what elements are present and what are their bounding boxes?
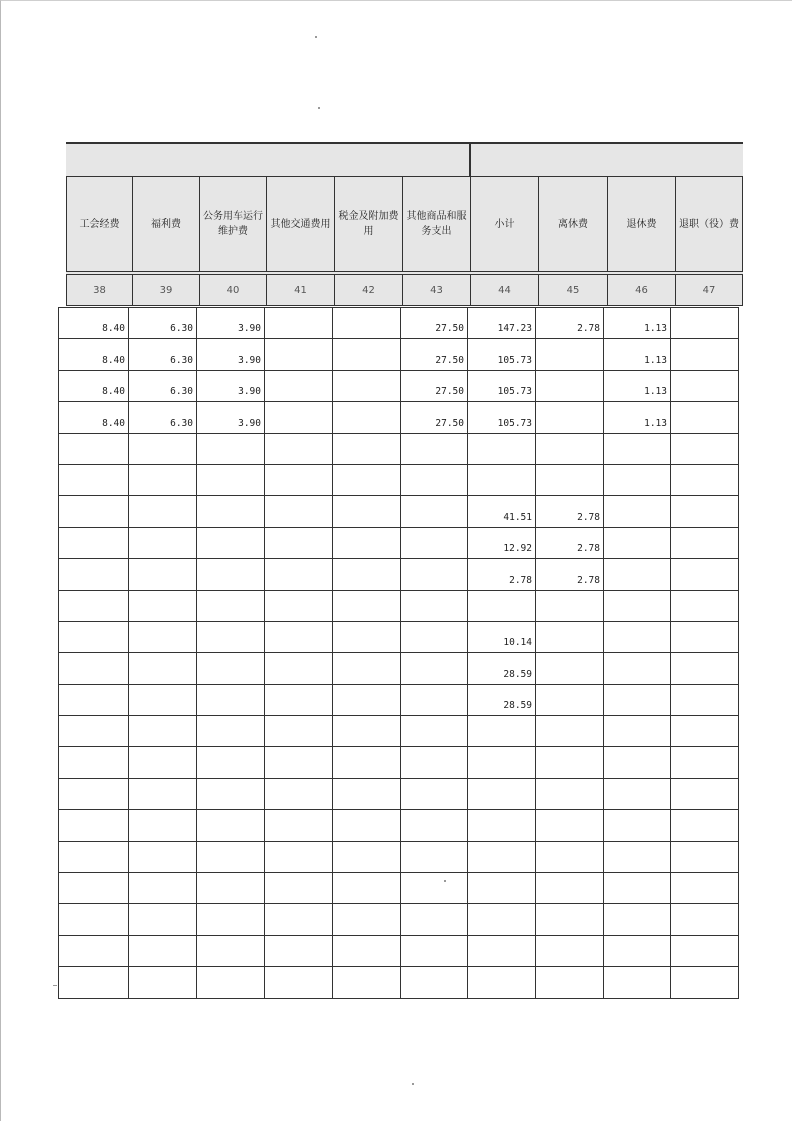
table-cell xyxy=(671,590,739,621)
table-cell: 3.90 xyxy=(197,370,265,401)
table-cell xyxy=(604,904,671,935)
table-cell: 105.73 xyxy=(468,339,536,370)
table-cell: 2.78 xyxy=(468,559,536,590)
table-cell: 2.78 xyxy=(536,527,604,558)
table-cell xyxy=(197,590,265,621)
table-cell xyxy=(129,904,197,935)
column-number: 41 xyxy=(266,274,335,306)
table-cell xyxy=(129,433,197,464)
table-cell xyxy=(333,621,401,652)
table-cell xyxy=(265,716,333,747)
table-cell xyxy=(197,464,265,495)
table-cell xyxy=(468,967,536,998)
table-cell: 28.59 xyxy=(468,653,536,684)
table-row xyxy=(59,590,739,621)
table-cell xyxy=(401,653,468,684)
table-cell xyxy=(333,402,401,433)
table-cell xyxy=(333,747,401,778)
table-cell xyxy=(129,684,197,715)
table-cell xyxy=(59,527,129,558)
table-cell xyxy=(59,653,129,684)
table-cell xyxy=(333,559,401,590)
table-cell xyxy=(604,496,671,527)
table-cell xyxy=(401,810,468,841)
table-cell xyxy=(401,527,468,558)
table-cell xyxy=(197,653,265,684)
table-cell xyxy=(265,527,333,558)
table-cell xyxy=(468,778,536,809)
table-cell xyxy=(129,778,197,809)
table-cell xyxy=(59,967,129,998)
table-cell xyxy=(59,841,129,872)
table-cell xyxy=(59,904,129,935)
header-cell: 其他交通费用 xyxy=(266,176,335,272)
table-cell xyxy=(333,370,401,401)
table-row xyxy=(59,433,739,464)
table-cell xyxy=(401,841,468,872)
table-row xyxy=(59,653,739,684)
table-cell xyxy=(265,747,333,778)
scan-speck xyxy=(444,880,446,882)
header-row xyxy=(66,176,743,274)
table-cell xyxy=(604,621,671,652)
table-cell xyxy=(401,496,468,527)
table-cell xyxy=(333,684,401,715)
table-cell xyxy=(604,747,671,778)
table-cell xyxy=(671,433,739,464)
data-table xyxy=(58,307,739,999)
header-cell: 其他商品和服务支出 xyxy=(402,176,471,272)
table-cell xyxy=(333,653,401,684)
table-cell xyxy=(129,810,197,841)
table-cell xyxy=(536,778,604,809)
table-cell xyxy=(468,464,536,495)
table-cell: 10.14 xyxy=(468,621,536,652)
table-cell: 6.30 xyxy=(129,370,197,401)
table-row xyxy=(59,841,739,872)
header-cell: 工会经费 xyxy=(66,176,133,272)
table-cell xyxy=(536,370,604,401)
table-cell xyxy=(197,935,265,966)
table-cell xyxy=(59,621,129,652)
column-number: 43 xyxy=(402,274,471,306)
table-cell xyxy=(671,716,739,747)
table-cell xyxy=(401,904,468,935)
table-cell xyxy=(401,621,468,652)
table-cell xyxy=(59,464,129,495)
table-row xyxy=(59,967,739,998)
table-cell xyxy=(197,621,265,652)
table-cell xyxy=(604,778,671,809)
table-cell xyxy=(604,873,671,904)
table-cell xyxy=(129,716,197,747)
table-cell xyxy=(671,402,739,433)
scan-speck xyxy=(318,107,320,109)
table-cell xyxy=(401,747,468,778)
scan-speck xyxy=(412,1083,414,1085)
table-cell: 27.50 xyxy=(401,402,468,433)
table-cell xyxy=(536,590,604,621)
table-cell: 27.50 xyxy=(401,370,468,401)
table-cell xyxy=(536,967,604,998)
table-cell xyxy=(671,904,739,935)
table-cell xyxy=(401,778,468,809)
table-cell xyxy=(671,527,739,558)
table-row xyxy=(59,559,739,590)
table-cell xyxy=(401,716,468,747)
table-cell: 3.90 xyxy=(197,308,265,339)
table-cell xyxy=(197,684,265,715)
table-cell xyxy=(536,716,604,747)
header-cell: 退休费 xyxy=(607,176,676,272)
table-cell xyxy=(468,433,536,464)
table-cell xyxy=(265,841,333,872)
table-cell xyxy=(468,810,536,841)
band-divider xyxy=(469,142,471,177)
table-cell xyxy=(333,339,401,370)
table-cell xyxy=(468,873,536,904)
header-cell: 离休费 xyxy=(538,176,608,272)
table-cell xyxy=(129,967,197,998)
table-cell: 27.50 xyxy=(401,339,468,370)
table-cell xyxy=(536,935,604,966)
table-cell xyxy=(129,653,197,684)
table-row xyxy=(59,747,739,778)
table-cell: 2.78 xyxy=(536,559,604,590)
table-cell xyxy=(265,370,333,401)
table-cell xyxy=(59,747,129,778)
table-cell xyxy=(265,904,333,935)
table-row xyxy=(59,778,739,809)
table-cell xyxy=(536,653,604,684)
column-number: 42 xyxy=(334,274,403,306)
table-cell xyxy=(129,935,197,966)
table-cell xyxy=(468,841,536,872)
table-cell xyxy=(333,308,401,339)
table-cell: 2.78 xyxy=(536,308,604,339)
table-cell xyxy=(671,747,739,778)
table-cell xyxy=(265,496,333,527)
table-cell xyxy=(536,904,604,935)
table-cell xyxy=(265,967,333,998)
table-cell xyxy=(604,590,671,621)
table-cell xyxy=(671,841,739,872)
table-cell xyxy=(468,590,536,621)
table-cell xyxy=(265,308,333,339)
table-row xyxy=(59,904,739,935)
header-cell: 福利费 xyxy=(132,176,200,272)
table-row xyxy=(59,935,739,966)
table-cell xyxy=(468,747,536,778)
table-row xyxy=(59,370,739,401)
table-cell: 1.13 xyxy=(604,402,671,433)
column-number: 40 xyxy=(199,274,267,306)
table-row xyxy=(59,402,739,433)
table-cell: 8.40 xyxy=(59,308,129,339)
table-cell xyxy=(671,621,739,652)
table-cell: 105.73 xyxy=(468,370,536,401)
table-cell xyxy=(129,590,197,621)
table-row xyxy=(59,684,739,715)
table-cell xyxy=(333,433,401,464)
table-cell xyxy=(59,590,129,621)
table-cell: 8.40 xyxy=(59,339,129,370)
table-cell: 3.90 xyxy=(197,339,265,370)
table-cell xyxy=(333,967,401,998)
table-cell xyxy=(604,967,671,998)
table-cell xyxy=(265,810,333,841)
table-cell xyxy=(265,935,333,966)
table-cell xyxy=(468,935,536,966)
table-cell xyxy=(604,810,671,841)
table-cell xyxy=(333,935,401,966)
table-cell xyxy=(536,621,604,652)
table-cell xyxy=(333,716,401,747)
table-cell xyxy=(129,559,197,590)
table-cell xyxy=(468,716,536,747)
table-cell xyxy=(671,308,739,339)
table-cell xyxy=(197,841,265,872)
table-cell xyxy=(265,621,333,652)
table-cell xyxy=(197,967,265,998)
column-number: 39 xyxy=(132,274,200,306)
column-number: 46 xyxy=(607,274,676,306)
table-cell xyxy=(129,841,197,872)
table-cell xyxy=(536,339,604,370)
column-number: 38 xyxy=(66,274,133,306)
table-cell xyxy=(671,496,739,527)
table-cell xyxy=(197,716,265,747)
table-cell xyxy=(604,684,671,715)
table-cell xyxy=(333,527,401,558)
table-row xyxy=(59,621,739,652)
table-cell xyxy=(401,967,468,998)
table-row xyxy=(59,496,739,527)
table-cell xyxy=(671,653,739,684)
table-cell: 6.30 xyxy=(129,402,197,433)
table-cell xyxy=(604,841,671,872)
table-cell xyxy=(333,873,401,904)
table-cell xyxy=(265,590,333,621)
table-cell xyxy=(129,496,197,527)
table-cell xyxy=(197,873,265,904)
table-cell: 12.92 xyxy=(468,527,536,558)
table-cell xyxy=(671,339,739,370)
table-cell xyxy=(265,559,333,590)
table-cell xyxy=(536,810,604,841)
table-cell: 1.13 xyxy=(604,370,671,401)
table-cell xyxy=(333,590,401,621)
table-cell: 6.30 xyxy=(129,308,197,339)
table-cell xyxy=(265,433,333,464)
table-row xyxy=(59,464,739,495)
table-cell xyxy=(604,716,671,747)
table-top-band xyxy=(66,142,743,178)
table-cell xyxy=(536,684,604,715)
table-cell xyxy=(197,747,265,778)
table-row xyxy=(59,716,739,747)
table-cell: 105.73 xyxy=(468,402,536,433)
table-cell xyxy=(671,810,739,841)
table-cell: 8.40 xyxy=(59,370,129,401)
table-cell xyxy=(59,496,129,527)
table-cell xyxy=(604,464,671,495)
table-cell xyxy=(401,590,468,621)
table-cell xyxy=(265,684,333,715)
table-cell xyxy=(536,841,604,872)
table-cell xyxy=(197,496,265,527)
table-cell xyxy=(59,716,129,747)
table-cell xyxy=(59,778,129,809)
table-cell xyxy=(671,370,739,401)
scan-speck xyxy=(53,985,57,986)
table-cell xyxy=(197,527,265,558)
table-cell xyxy=(333,496,401,527)
table-cell: 8.40 xyxy=(59,402,129,433)
table-cell xyxy=(59,433,129,464)
header-cell: 税金及附加费用 xyxy=(334,176,403,272)
table-cell xyxy=(604,433,671,464)
table-cell xyxy=(129,621,197,652)
table-cell xyxy=(265,402,333,433)
table-row xyxy=(59,873,739,904)
table-cell: 1.13 xyxy=(604,308,671,339)
column-number: 44 xyxy=(470,274,539,306)
table-cell xyxy=(671,684,739,715)
table-cell xyxy=(265,873,333,904)
table-cell xyxy=(401,464,468,495)
table-cell xyxy=(401,873,468,904)
table-cell xyxy=(536,873,604,904)
table-row xyxy=(59,339,739,370)
table-cell: 41.51 xyxy=(468,496,536,527)
table-cell xyxy=(468,904,536,935)
table-cell xyxy=(129,873,197,904)
table-cell xyxy=(401,935,468,966)
table-cell xyxy=(333,810,401,841)
column-number: 45 xyxy=(538,274,608,306)
table-cell: 3.90 xyxy=(197,402,265,433)
table-cell xyxy=(671,778,739,809)
table-cell xyxy=(401,433,468,464)
table-row xyxy=(59,308,739,339)
header-cell: 退职（役）费 xyxy=(675,176,743,272)
table-cell: 147.23 xyxy=(468,308,536,339)
table-cell: 28.59 xyxy=(468,684,536,715)
header-cell: 公务用车运行维护费 xyxy=(199,176,267,272)
table-cell xyxy=(604,559,671,590)
table-cell xyxy=(129,747,197,778)
table-cell xyxy=(59,684,129,715)
table-cell xyxy=(536,464,604,495)
table-cell xyxy=(536,402,604,433)
table-cell xyxy=(59,873,129,904)
table-cell xyxy=(671,559,739,590)
table-cell xyxy=(265,653,333,684)
table-cell xyxy=(671,935,739,966)
table-row xyxy=(59,810,739,841)
table-cell xyxy=(265,339,333,370)
table-cell xyxy=(401,684,468,715)
table-cell xyxy=(671,967,739,998)
table-cell xyxy=(265,778,333,809)
table-cell: 2.78 xyxy=(536,496,604,527)
table-cell xyxy=(671,873,739,904)
table-cell xyxy=(333,778,401,809)
scan-speck xyxy=(315,36,317,38)
table-row xyxy=(59,527,739,558)
table-cell xyxy=(671,464,739,495)
table-cell xyxy=(333,904,401,935)
table-cell xyxy=(604,527,671,558)
table-cell xyxy=(59,810,129,841)
table-cell xyxy=(265,464,333,495)
table-cell xyxy=(333,841,401,872)
table-cell xyxy=(604,653,671,684)
table-cell xyxy=(59,559,129,590)
table-cell xyxy=(59,935,129,966)
table-cell xyxy=(604,935,671,966)
table-cell xyxy=(129,464,197,495)
table-cell: 1.13 xyxy=(604,339,671,370)
table-cell: 27.50 xyxy=(401,308,468,339)
table-cell xyxy=(197,904,265,935)
table-cell xyxy=(401,559,468,590)
table-cell xyxy=(197,559,265,590)
table-cell xyxy=(129,527,197,558)
header-cell: 小计 xyxy=(470,176,539,272)
table-cell xyxy=(536,433,604,464)
table-cell: 6.30 xyxy=(129,339,197,370)
table-cell xyxy=(197,778,265,809)
column-number: 47 xyxy=(675,274,743,306)
table-cell xyxy=(197,810,265,841)
table-cell xyxy=(333,464,401,495)
table-cell xyxy=(536,747,604,778)
table-cell xyxy=(197,433,265,464)
